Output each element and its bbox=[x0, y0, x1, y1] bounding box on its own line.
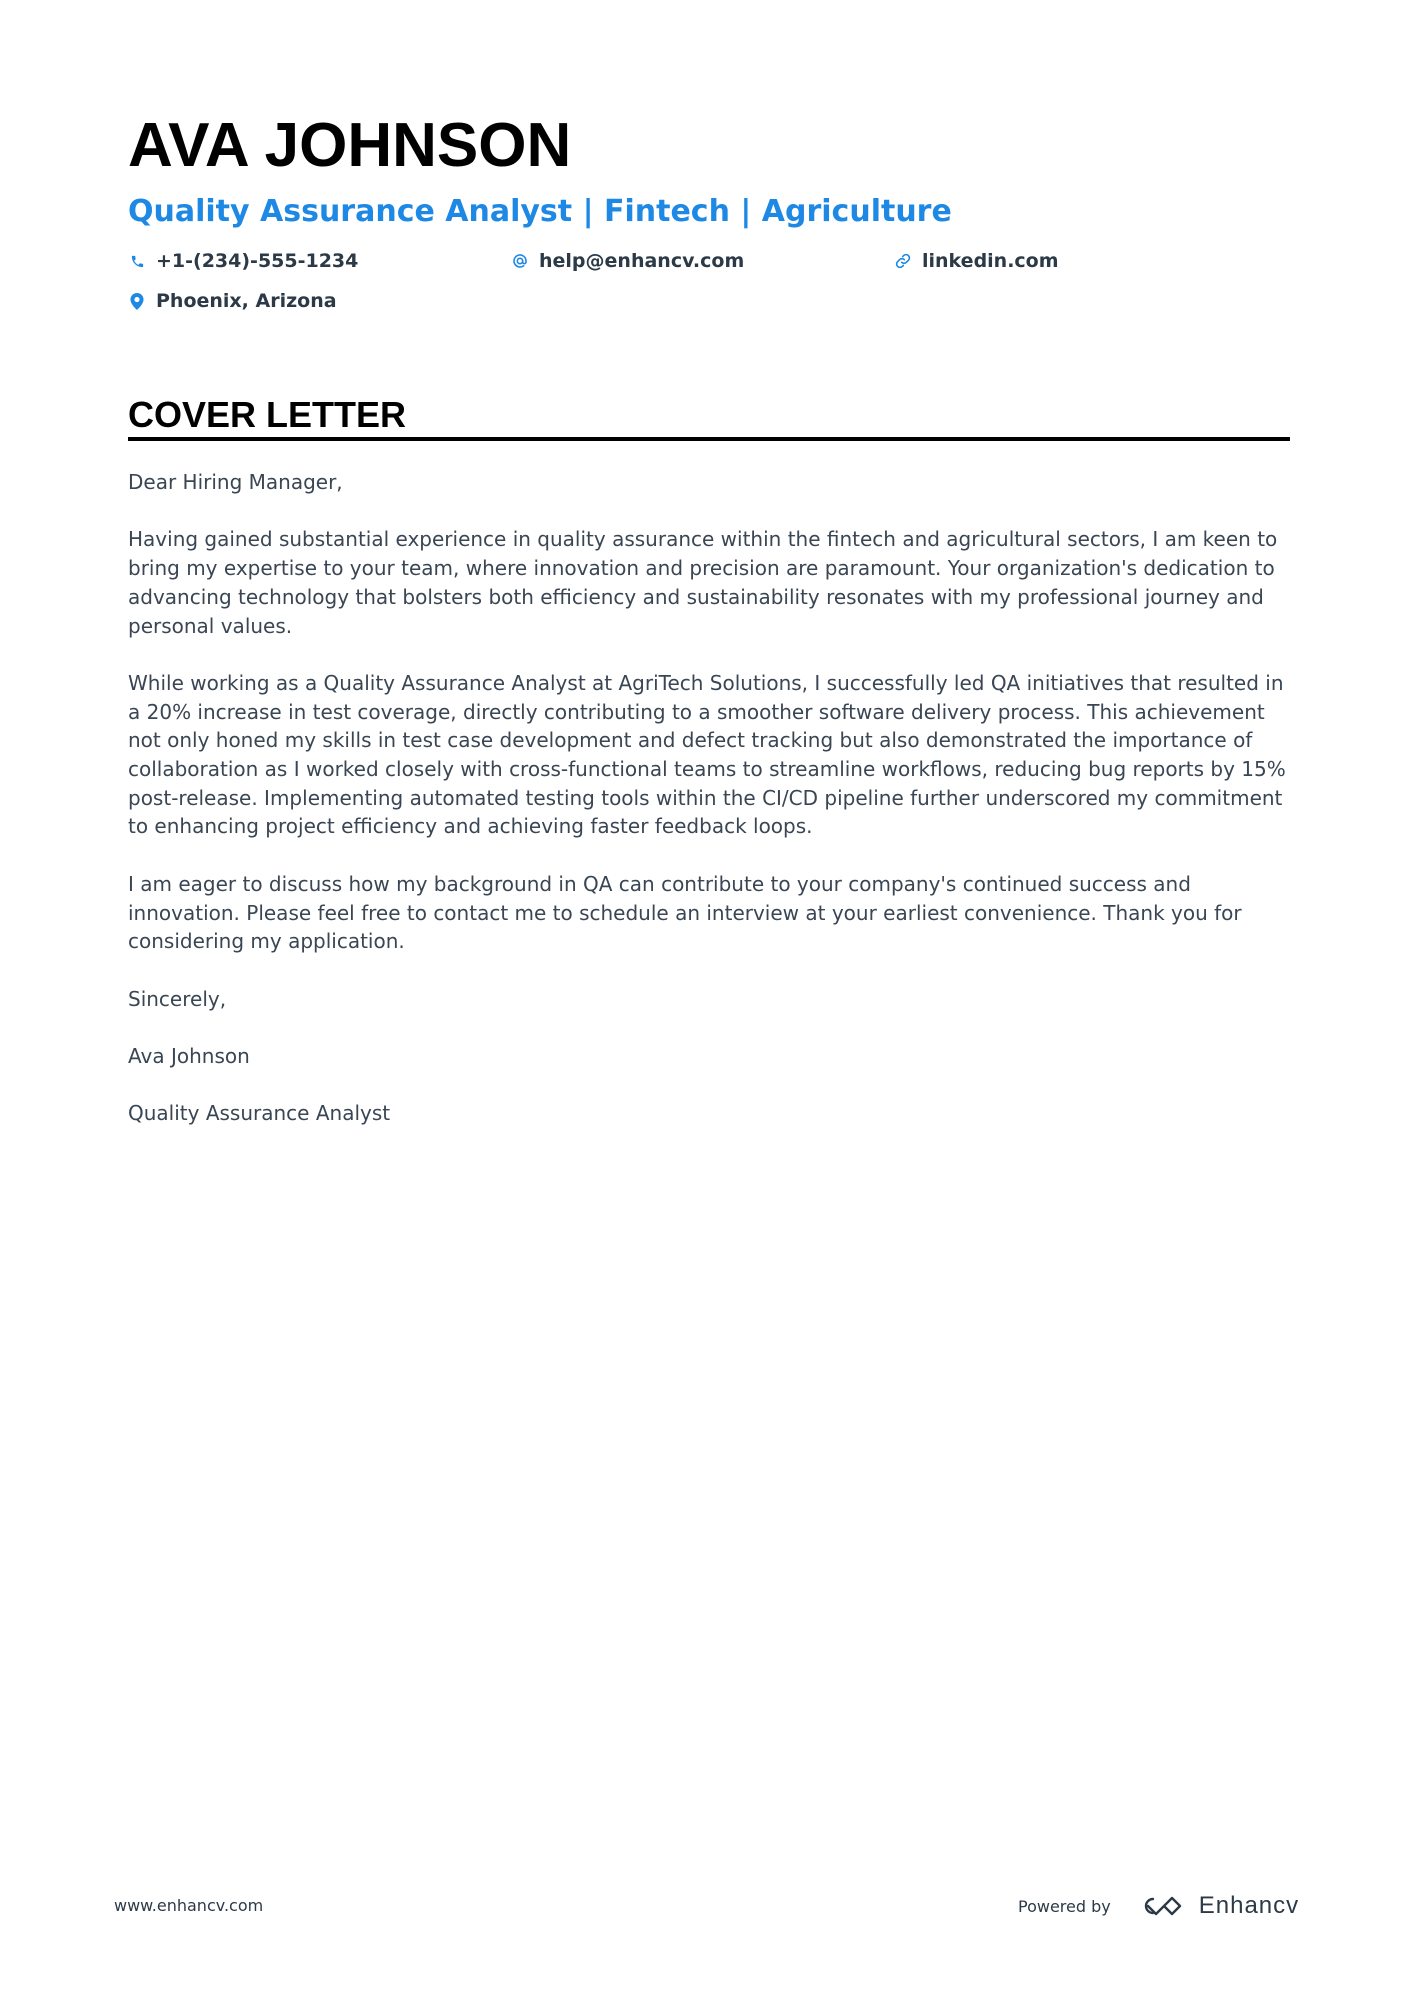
letter-greeting: Dear Hiring Manager, bbox=[128, 470, 343, 494]
applicant-name: AVA JOHNSON bbox=[128, 111, 572, 180]
signature-name: Ava Johnson bbox=[128, 1043, 250, 1068]
section-title: COVER LETTER bbox=[128, 394, 407, 435]
powered-by bbox=[1018, 1892, 1299, 1920]
location-text: Phoenix, Arizona bbox=[156, 290, 337, 312]
letter-paragraph: While working as a Quality Assurance Analyst at AgriTech Solutions, I successfully led QA initiatives that resulted in a 20% increase in test coverage, directly contributing to a smoother software delivery process. This achievement not only honed my skills in test case development and defect tracking but also demonstrated the importance of collaboration as I worked closely with cross-functional teams to streamline workflows, reducing bug reports by 15% post-release. Implementing automated testing tools within the CI/CD pipeline further underscored my commitment to enhancing project efficiency and achieving faster feedback loops. bbox=[128, 670, 1286, 839]
letter-paragraph: I am eager to discuss how my background in QA can contribute to your company's continued success and innovation. Please feel free to contact me to schedule an interview at your earliest convenience. Thank you for considering my application. bbox=[128, 871, 1242, 954]
phone-icon bbox=[128, 252, 146, 270]
enhancv-logo-icon bbox=[1139, 1894, 1185, 1918]
powered-by-label: Powered by bbox=[1018, 1896, 1111, 1916]
at-icon bbox=[511, 252, 529, 270]
applicant-title: Quality Assurance Analyst | Fintech | Agriculture bbox=[128, 194, 952, 229]
footer-url[interactable]: www.enhancv.com bbox=[114, 1896, 264, 1915]
link-icon bbox=[894, 252, 912, 270]
letter-paragraph: Having gained substantial experience in quality assurance within the fintech and agricultural sectors, I am keen to bring my expertise to your team, where innovation and precision are paramount. Your organization's dedication to advancing technology that bolsters both efficiency and sustainability resonates with my professional journey and personal values. bbox=[128, 527, 1278, 638]
signature-title: Quality Assurance Analyst bbox=[128, 1101, 391, 1126]
link-text: linkedin.com bbox=[922, 250, 1059, 272]
header bbox=[128, 108, 1290, 326]
contact-phone bbox=[128, 246, 358, 276]
letter-body bbox=[128, 468, 1290, 1157]
contact-info bbox=[128, 246, 1290, 326]
contact-link bbox=[894, 246, 1059, 276]
email-text: help@enhancv.com bbox=[539, 250, 745, 272]
letter-closing: Sincerely, bbox=[128, 986, 227, 1011]
contact-location bbox=[128, 286, 337, 316]
phone-text: +1-(234)-555-1234 bbox=[156, 250, 359, 272]
contact-email bbox=[511, 246, 744, 276]
section-divider bbox=[128, 437, 1290, 441]
map-pin-icon bbox=[128, 292, 146, 310]
brand-name: Enhancv bbox=[1198, 1892, 1300, 1919]
